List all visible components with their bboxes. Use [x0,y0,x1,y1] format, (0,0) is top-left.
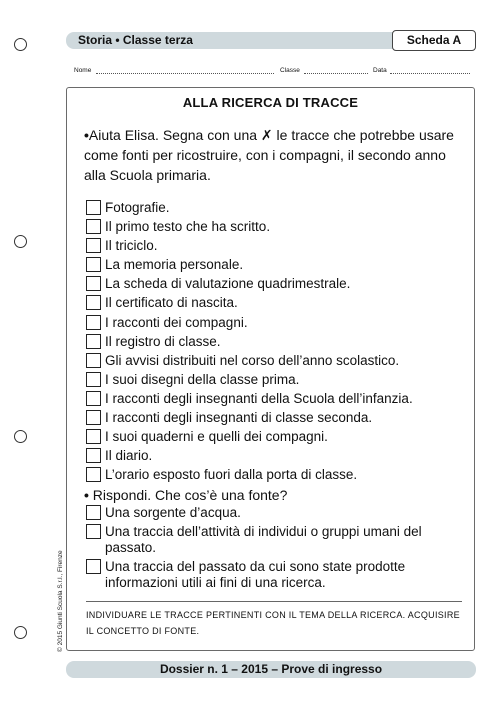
class-field[interactable] [304,73,368,74]
option-checkbox[interactable] [86,410,101,425]
subject-label: Storia • Classe terza [78,33,193,47]
instruction-bullet: • [84,127,89,143]
option-item [86,446,476,465]
answer-checkbox[interactable] [86,559,101,574]
option-item [86,389,476,408]
question-2-bullet: • [84,487,89,503]
name-field[interactable] [96,73,274,74]
option-item [86,332,476,351]
instruction-text: Aiuta Elisa. Segna con una ✗ le tracce che potrebbe usare come fonti per ricostruire, con i compagni, il secondo anno alla Scuola primaria. [84,127,454,183]
option-checkbox[interactable] [86,372,101,387]
option-checkbox[interactable] [86,257,101,272]
option-item [86,408,476,427]
option-checkbox[interactable] [86,448,101,463]
binder-hole-bottom [14,626,27,639]
option-label: I suoi disegni della classe prima. [105,371,300,387]
option-checkbox[interactable] [86,200,101,215]
answer-checkbox[interactable] [86,505,101,520]
option-label: Il registro di classe. [105,333,221,349]
options-list [86,198,476,484]
option-label: I racconti degli insegnanti di classe seconda. [105,410,373,426]
goal-divider [86,601,462,602]
student-fields [74,67,474,77]
answer-label: Una traccia del passato da cui sono state prodotte informazioni utili ai fini di una ricerca. [105,558,406,590]
option-checkbox[interactable] [86,353,101,368]
option-checkbox[interactable] [86,429,101,444]
answer-label: Una sorgente d’acqua. [105,505,241,520]
date-field[interactable] [390,73,470,74]
option-label: I suoi quaderni e quelli dei compagni. [105,429,328,445]
option-item [86,427,476,446]
option-item [86,274,476,293]
option-item [86,293,476,312]
question-2-text: Rispondi. Che cos’è una fonte? [92,487,288,503]
option-checkbox[interactable] [86,295,101,310]
question-2-options [86,505,466,594]
option-item [86,313,476,332]
footer-bar: Dossier n. 1 – 2015 – Prove di ingresso [66,661,476,678]
binder-hole-lower [14,430,27,443]
copyright-note: © 2015 Giunti Scuola S.r.l., Firenze [57,550,64,652]
name-label: Nome [74,67,92,74]
binder-hole-upper [14,235,27,248]
option-item [86,351,476,370]
instruction [84,125,469,185]
question-2 [84,487,287,503]
option-label: Il triciclo. [105,238,158,254]
option-label: Gli avvisi distribuiti nel corso dell’anno scolastico. [105,352,400,368]
option-checkbox[interactable] [86,315,101,330]
option-label: La scheda di valutazione quadrimestrale. [105,276,351,292]
option-item [86,255,476,274]
answer-label: Una traccia dell’attività di individui o gruppi umani del passato. [105,523,422,555]
option-item [86,236,476,255]
option-label: I racconti degli insegnanti della Scuola dell’infanzia. [105,390,413,406]
option-item [86,217,476,236]
option-label: I racconti dei compagni. [105,314,248,330]
answer-item [86,559,466,592]
answer-item [86,524,466,557]
class-label: Classe [280,67,300,74]
option-checkbox[interactable] [86,219,101,234]
date-label: Data [373,67,387,74]
option-label: La memoria personale. [105,257,244,273]
answer-item [86,505,466,522]
option-checkbox[interactable] [86,276,101,291]
answer-checkbox[interactable] [86,524,101,539]
option-item [86,370,476,389]
option-label: Fotografie. [105,200,170,215]
option-checkbox[interactable] [86,467,101,482]
exercise-title: ALLA RICERCA DI TRACCE [182,95,359,110]
binder-hole-top [14,38,27,51]
option-checkbox[interactable] [86,334,101,349]
option-item [86,198,476,217]
option-label: Il primo testo che ha scritto. [105,219,271,235]
option-checkbox[interactable] [86,238,101,253]
option-checkbox[interactable] [86,391,101,406]
learning-goal: INDIVIDUARE LE TRACCE PERTINENTI CON IL TEMA DELLA RICERCA. ACQUISIRE IL CONCETTO DI FONTE. [86,610,460,636]
option-item [86,465,476,484]
option-label: L’orario esposto fuori dalla porta di classe. [105,467,358,483]
scheda-tab: Scheda A [392,30,476,51]
option-label: Il diario. [105,448,153,464]
option-label: Il certificato di nascita. [105,295,238,311]
